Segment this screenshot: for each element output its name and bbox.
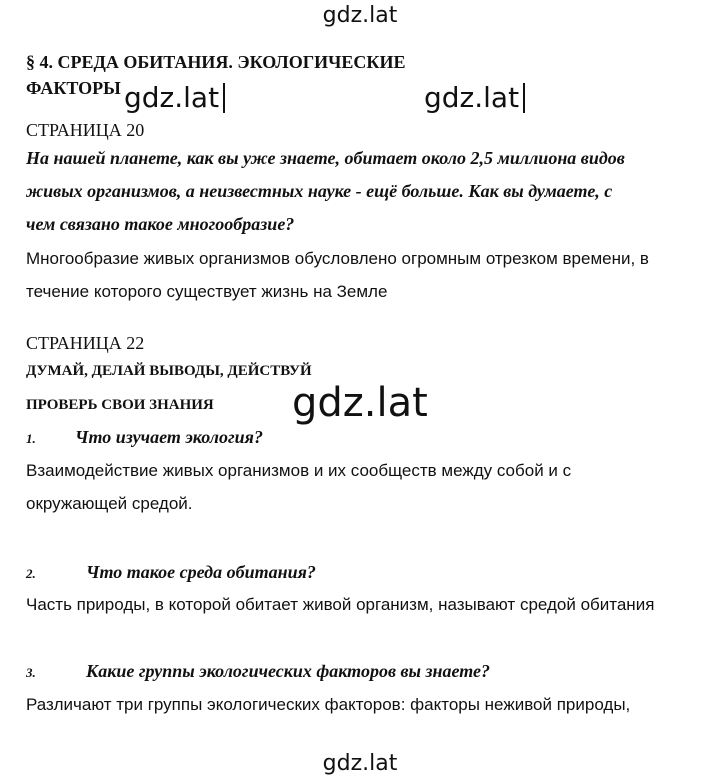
question-text: Что изучает экология? [75, 427, 263, 447]
watermark-top: gdz.lat [322, 3, 398, 28]
watermark-center: gdz.lat [292, 380, 428, 426]
watermark-bottom: gdz.lat [322, 751, 398, 776]
question-number: 2. [26, 566, 36, 581]
question-line: живых организмов, а неизвестных науке - ещё больше. Как вы думаете, с [26, 181, 613, 201]
section-title-line1: § 4. СРЕДА ОБИТАНИЯ. ЭКОЛОГИЧЕСКИЕ [26, 52, 406, 72]
answer-line: Часть природы, в которой обитает живой организм, называют средой обитания [26, 595, 655, 614]
page-label-22: СТРАНИЦА 22 [26, 333, 145, 353]
think-heading: ДУМАЙ, ДЕЛАЙ ВЫВОДЫ, ДЕЙСТВУЙ [26, 363, 312, 379]
section-title-line2: ФАКТОРЫ [26, 78, 121, 98]
check-heading: ПРОВЕРЬ СВОИ ЗНАНИЯ [26, 397, 214, 413]
answer-line: Различают три группы экологических факторов: факторы неживой природы, [26, 695, 631, 714]
answer-line: течение которого существует жизнь на Земле [26, 282, 388, 301]
watermark-mid-right: gdz.lat [424, 83, 525, 113]
question-text: Какие группы экологических факторов вы знаете? [86, 661, 491, 681]
question-line: чем связано такое многообразие? [26, 214, 295, 234]
answer-line: Взаимодействие живых организмов и их сообществ между собой и с [26, 461, 572, 480]
question-line: На нашей планете, как вы уже знаете, обитает около 2,5 миллиона видов [26, 148, 625, 168]
question-text: Что такое среда обитания? [86, 562, 316, 582]
answer-line: окружающей средой. [26, 494, 193, 513]
question-number: 1. [26, 431, 36, 446]
page-label-20: СТРАНИЦА 20 [26, 120, 145, 140]
watermark-mid-left: gdz.lat [124, 83, 225, 113]
answer-line: Многообразие живых организмов обусловлено огромным отрезком времени, в [26, 249, 649, 268]
question-number: 3. [26, 665, 36, 680]
